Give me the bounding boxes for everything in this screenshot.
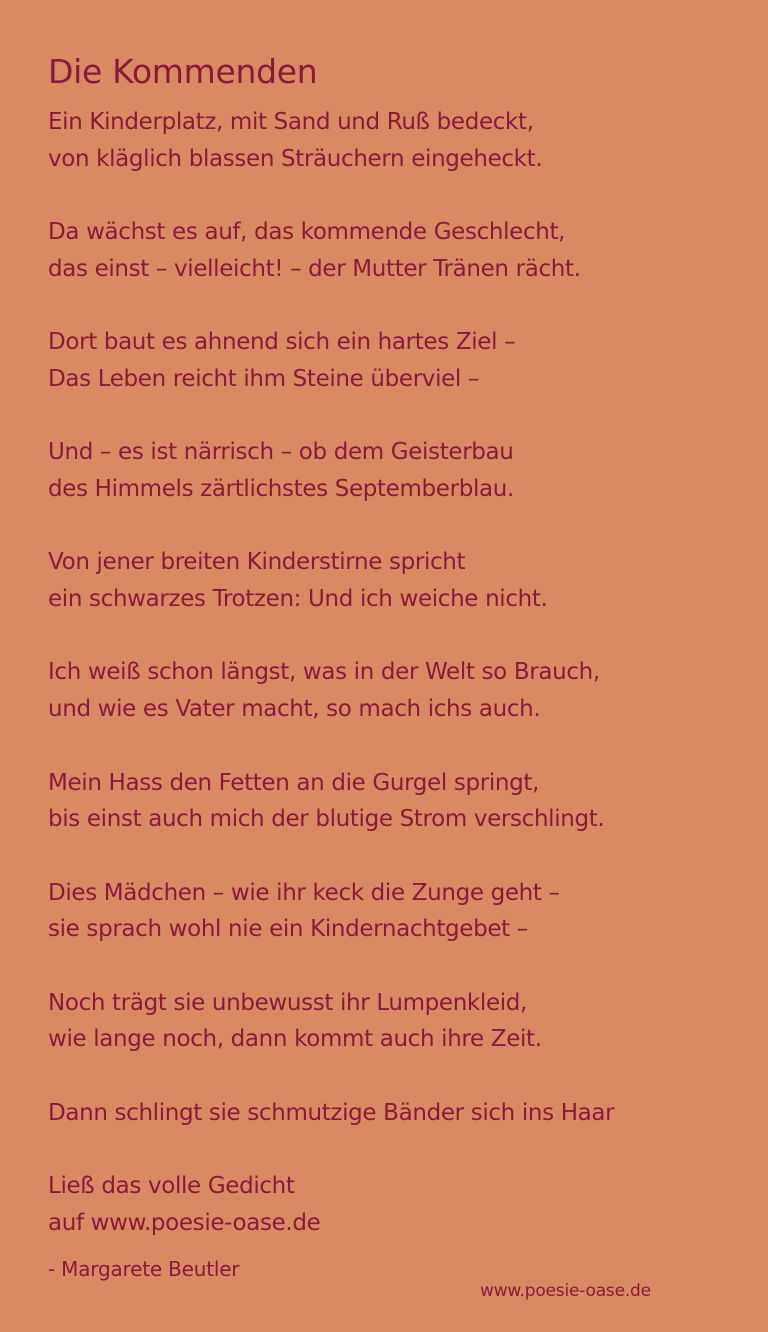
poem-line: des Himmels zärtlichstes Septemberblau. (48, 475, 514, 502)
poem-line: Ließ das volle Gedicht (48, 1173, 295, 1200)
poem-line: von kläglich blassen Sträuchern eingeheckt. (48, 145, 543, 172)
poem-line: Dort baut es ahnend sich ein hartes Ziel – (48, 329, 516, 356)
stanza (48, 214, 748, 287)
poem-line: Noch trägt sie unbewusst ihr Lumpenkleid, (48, 989, 527, 1016)
poem-line: Ein Kinderplatz, mit Sand und Ruß bedeckt, (48, 109, 534, 135)
poem-line: wie lange noch, dann kommt auch ihre Zeit. (48, 1026, 542, 1053)
read-more-note (48, 1168, 748, 1241)
poem-line: Ich weiß schon längst, was in der Welt so Brauch, (48, 659, 600, 686)
poem-line: Da wächst es auf, das kommende Geschlecht, (48, 219, 566, 246)
stanza (48, 765, 748, 838)
stanza (48, 875, 748, 948)
poem-line: Von jener breiten Kinderstirne spricht (48, 549, 466, 576)
poem-line: Und – es ist närrisch – ob dem Geisterbau (48, 439, 514, 466)
poem-line: auf www.poesie-oase.de (48, 1209, 321, 1236)
stanza (48, 985, 748, 1058)
website-watermark: www.poesie-oase.de (480, 1281, 651, 1301)
poem-author: - Margarete Beutler (48, 1257, 240, 1281)
stanza (48, 654, 748, 727)
poem-line: sie sprach wohl nie ein Kindernachtgebet – (48, 916, 528, 943)
stanza (48, 434, 748, 507)
poem-line: Dann schlingt sie schmutzige Bänder sich ins Haar (48, 1099, 615, 1126)
poem-title: Die Kommenden (48, 52, 318, 91)
poem-line: und wie es Vater macht, so mach ichs auch. (48, 696, 541, 723)
poem-line: Das Leben reicht ihm Steine überviel – (48, 365, 480, 392)
poem-line: bis einst auch mich der blutige Strom verschlingt. (48, 806, 605, 833)
stanza (48, 1095, 748, 1132)
stanza (48, 104, 748, 177)
poem-line: das einst – vielleicht! – der Mutter Tränen rächt. (48, 255, 581, 282)
poem-line: Dies Mädchen – wie ihr keck die Zunge geht – (48, 879, 560, 906)
poem-line: Mein Hass den Fetten an die Gurgel springt, (48, 769, 539, 796)
stanza (48, 324, 748, 397)
stanza (48, 544, 748, 617)
poem-body (48, 104, 748, 1278)
poem-line: ein schwarzes Trotzen: Und ich weiche nicht. (48, 586, 548, 613)
